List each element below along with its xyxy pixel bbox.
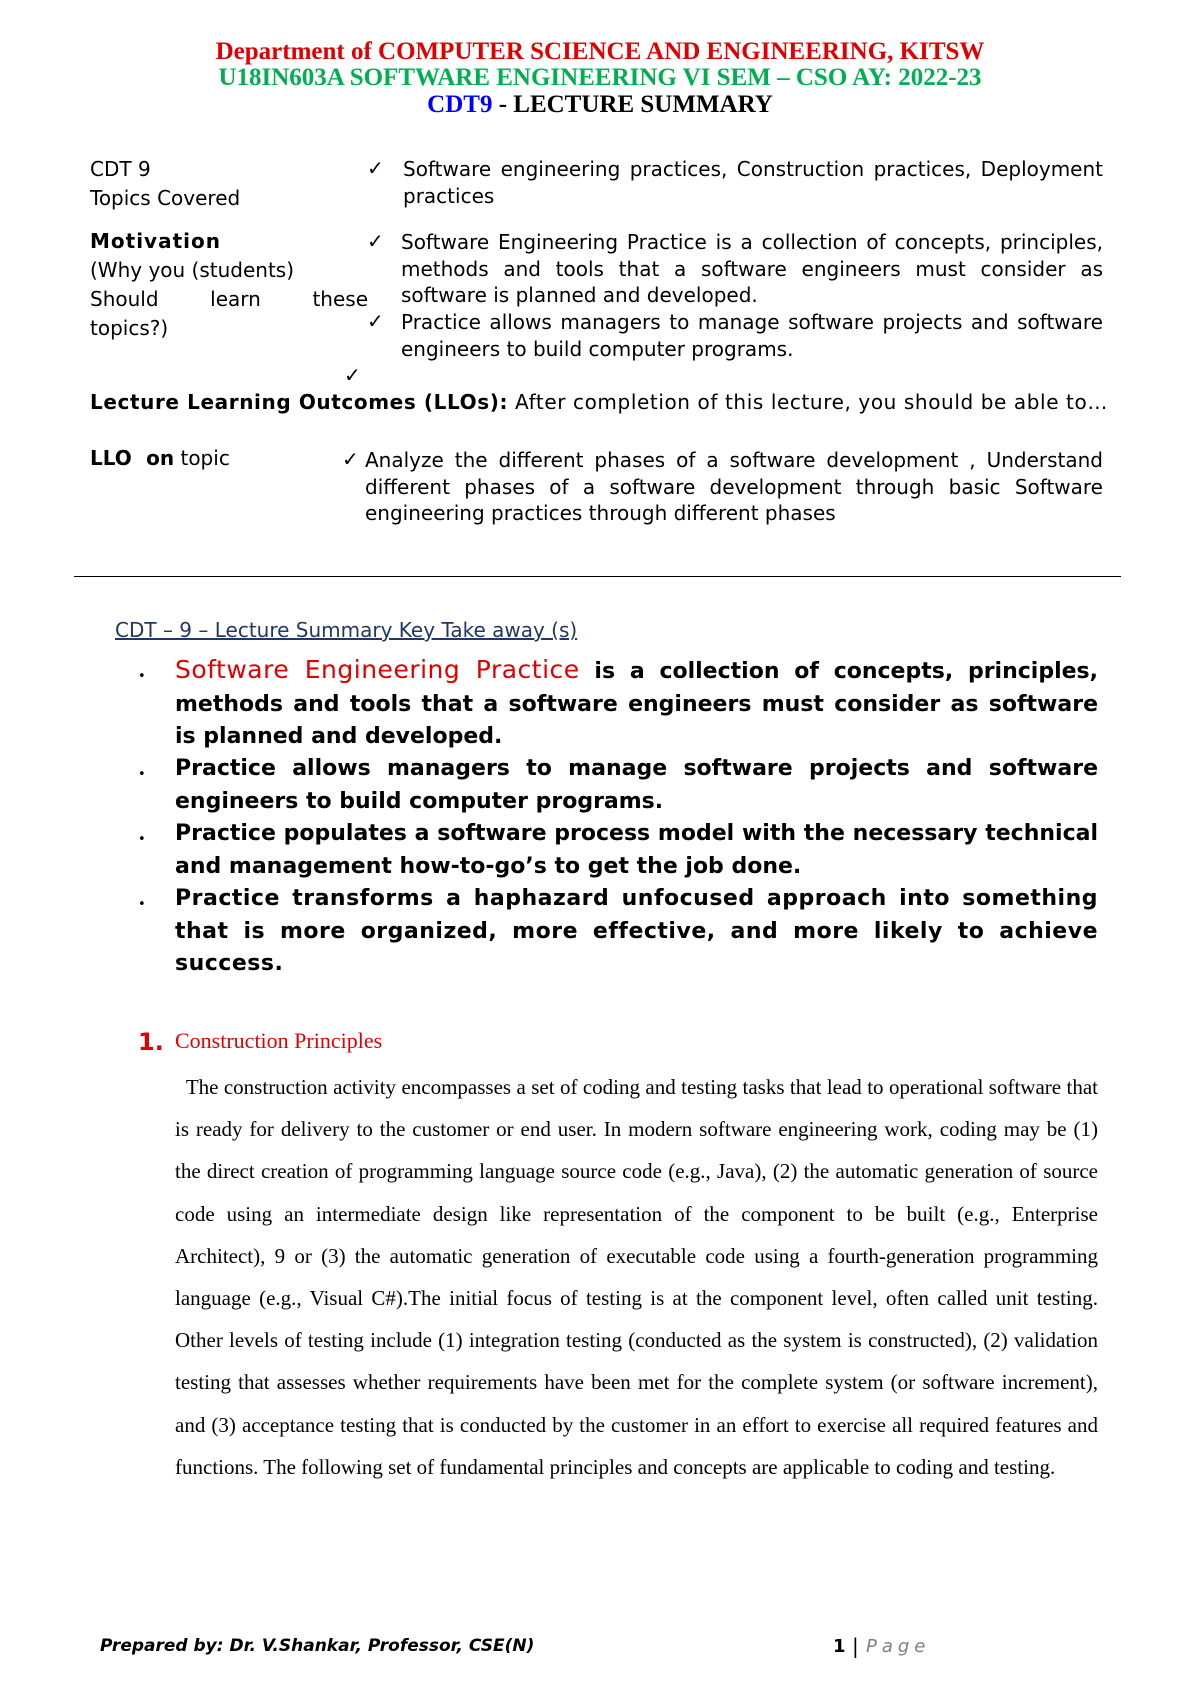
construction-paragraph: The construction activity encompasses a set of coding and testing tasks that lead to operational software that is ready for delivery to the customer or end user. In modern software engineering work, coding may be (1) the direct creation of programming language source code (e.g., Java), (2) the automatic generation of source code using an intermediate design like representation of the component to be built (e.g., Enterprise Architect), 9 or (3) the automatic generation of executable code using a fourth-generation programming language (e.g., Visual C#).The initial focus of testing is at the component level, often called unit testing. Other levels of testing include (1) integration testing (conducted as the system is constructed), (2) validation testing that assesses whether requirements have been met for the complete system (or software increment), and (3) acceptance testing that is conducted by the customer in an effort to exercise all required features and functions. The following set of fundamental principles and concepts are applicable to coding and testing. xyxy=(175,1075,1104,1479)
llo-heading xyxy=(90,388,1130,417)
lecture-summary-heading xyxy=(0,91,1200,119)
llo-heading-rest: After completion of this lecture, you should be able to… xyxy=(508,390,1108,414)
department-heading: Department of COMPUTER SCIENCE AND ENGINEERING, KITSW xyxy=(215,38,985,65)
llo-topic-label xyxy=(90,444,230,473)
footer-prepared-by: Prepared by: Dr. V.Shankar, Professor, CSE(N) xyxy=(100,1636,535,1656)
footer-separator: | xyxy=(852,1634,859,1658)
takeaway-item-2: Practice allows managers to manage software projects and software engineers to build computer programs. xyxy=(175,756,1098,814)
check-icon: ✓ xyxy=(342,447,359,471)
footer-page-word: Page xyxy=(866,1636,931,1657)
course-heading: U18IN603A SOFTWARE ENGINEERING VI SEM – CSO AY: 2022-23 xyxy=(218,64,982,91)
section-divider xyxy=(74,576,1121,577)
motivation-point-2: Practice allows managers to manage software projects and software engineers to build computer programs. xyxy=(401,310,1103,361)
check-icon: ✓ xyxy=(367,156,384,180)
bullet-icon: • xyxy=(138,832,146,847)
check-icon: ✓ xyxy=(367,229,384,253)
bullet-icon: • xyxy=(138,897,146,912)
takeaway-item-4: Practice transforms a haphazard unfocused approach into something that is more organized, more effective, and more likely to achieve success. xyxy=(175,886,1098,976)
topics-covered-text: Software engineering practices, Construction practices, Deployment practices xyxy=(403,157,1103,208)
check-icon: ✓ xyxy=(344,363,361,387)
takeaway-item-3: Practice populates a software process model with the necessary technical and management how-to-go’s to get the job done. xyxy=(175,821,1098,879)
takeaway-term: Software Engineering Practice xyxy=(175,655,580,684)
llo-topic-word: topic xyxy=(174,446,230,470)
takeaway-text: is a collection of concepts, principles, methods and tools that a software engineers must consider as software is planned and developed. xyxy=(175,659,1099,749)
takeaway-item-1 xyxy=(175,654,1098,754)
llo-on-label: on xyxy=(146,446,175,470)
topics-covered-label: Topics Covered xyxy=(90,186,241,210)
motivation-sub-3: topics?) xyxy=(90,316,169,340)
bullet-icon: • xyxy=(138,669,146,684)
check-icon: ✓ xyxy=(367,309,384,333)
section-title: Construction Principles xyxy=(175,1028,383,1053)
llo-label: LLO xyxy=(90,446,132,470)
footer-page-number: 1 xyxy=(833,1636,846,1657)
section-number: 1. xyxy=(138,1028,164,1056)
motivation-sub-2: Should learn these xyxy=(90,287,368,311)
bullet-icon: • xyxy=(138,767,146,782)
llo-text: Analyze the different phases of a software development , Understand different phases of a software development through basic Software engineering practices through different phases xyxy=(365,448,1103,525)
motivation-sub-1: (Why you (students) xyxy=(90,258,295,282)
key-takeaways-heading: CDT – 9 – Lecture Summary Key Take away (s) xyxy=(115,618,578,642)
motivation-point-1: Software Engineering Practice is a collection of concepts, principles, methods and tools that a software engineers must consider as software is planned and developed. xyxy=(401,230,1103,307)
cdt-label: CDT9 xyxy=(427,91,493,118)
cdt-label-cell: CDT 9 xyxy=(90,157,151,181)
lecture-summary-label: - LECTURE SUMMARY xyxy=(492,91,773,118)
llo-heading-label: Lecture Learning Outcomes (LLOs): xyxy=(90,390,509,414)
motivation-label: Motivation xyxy=(90,229,221,253)
